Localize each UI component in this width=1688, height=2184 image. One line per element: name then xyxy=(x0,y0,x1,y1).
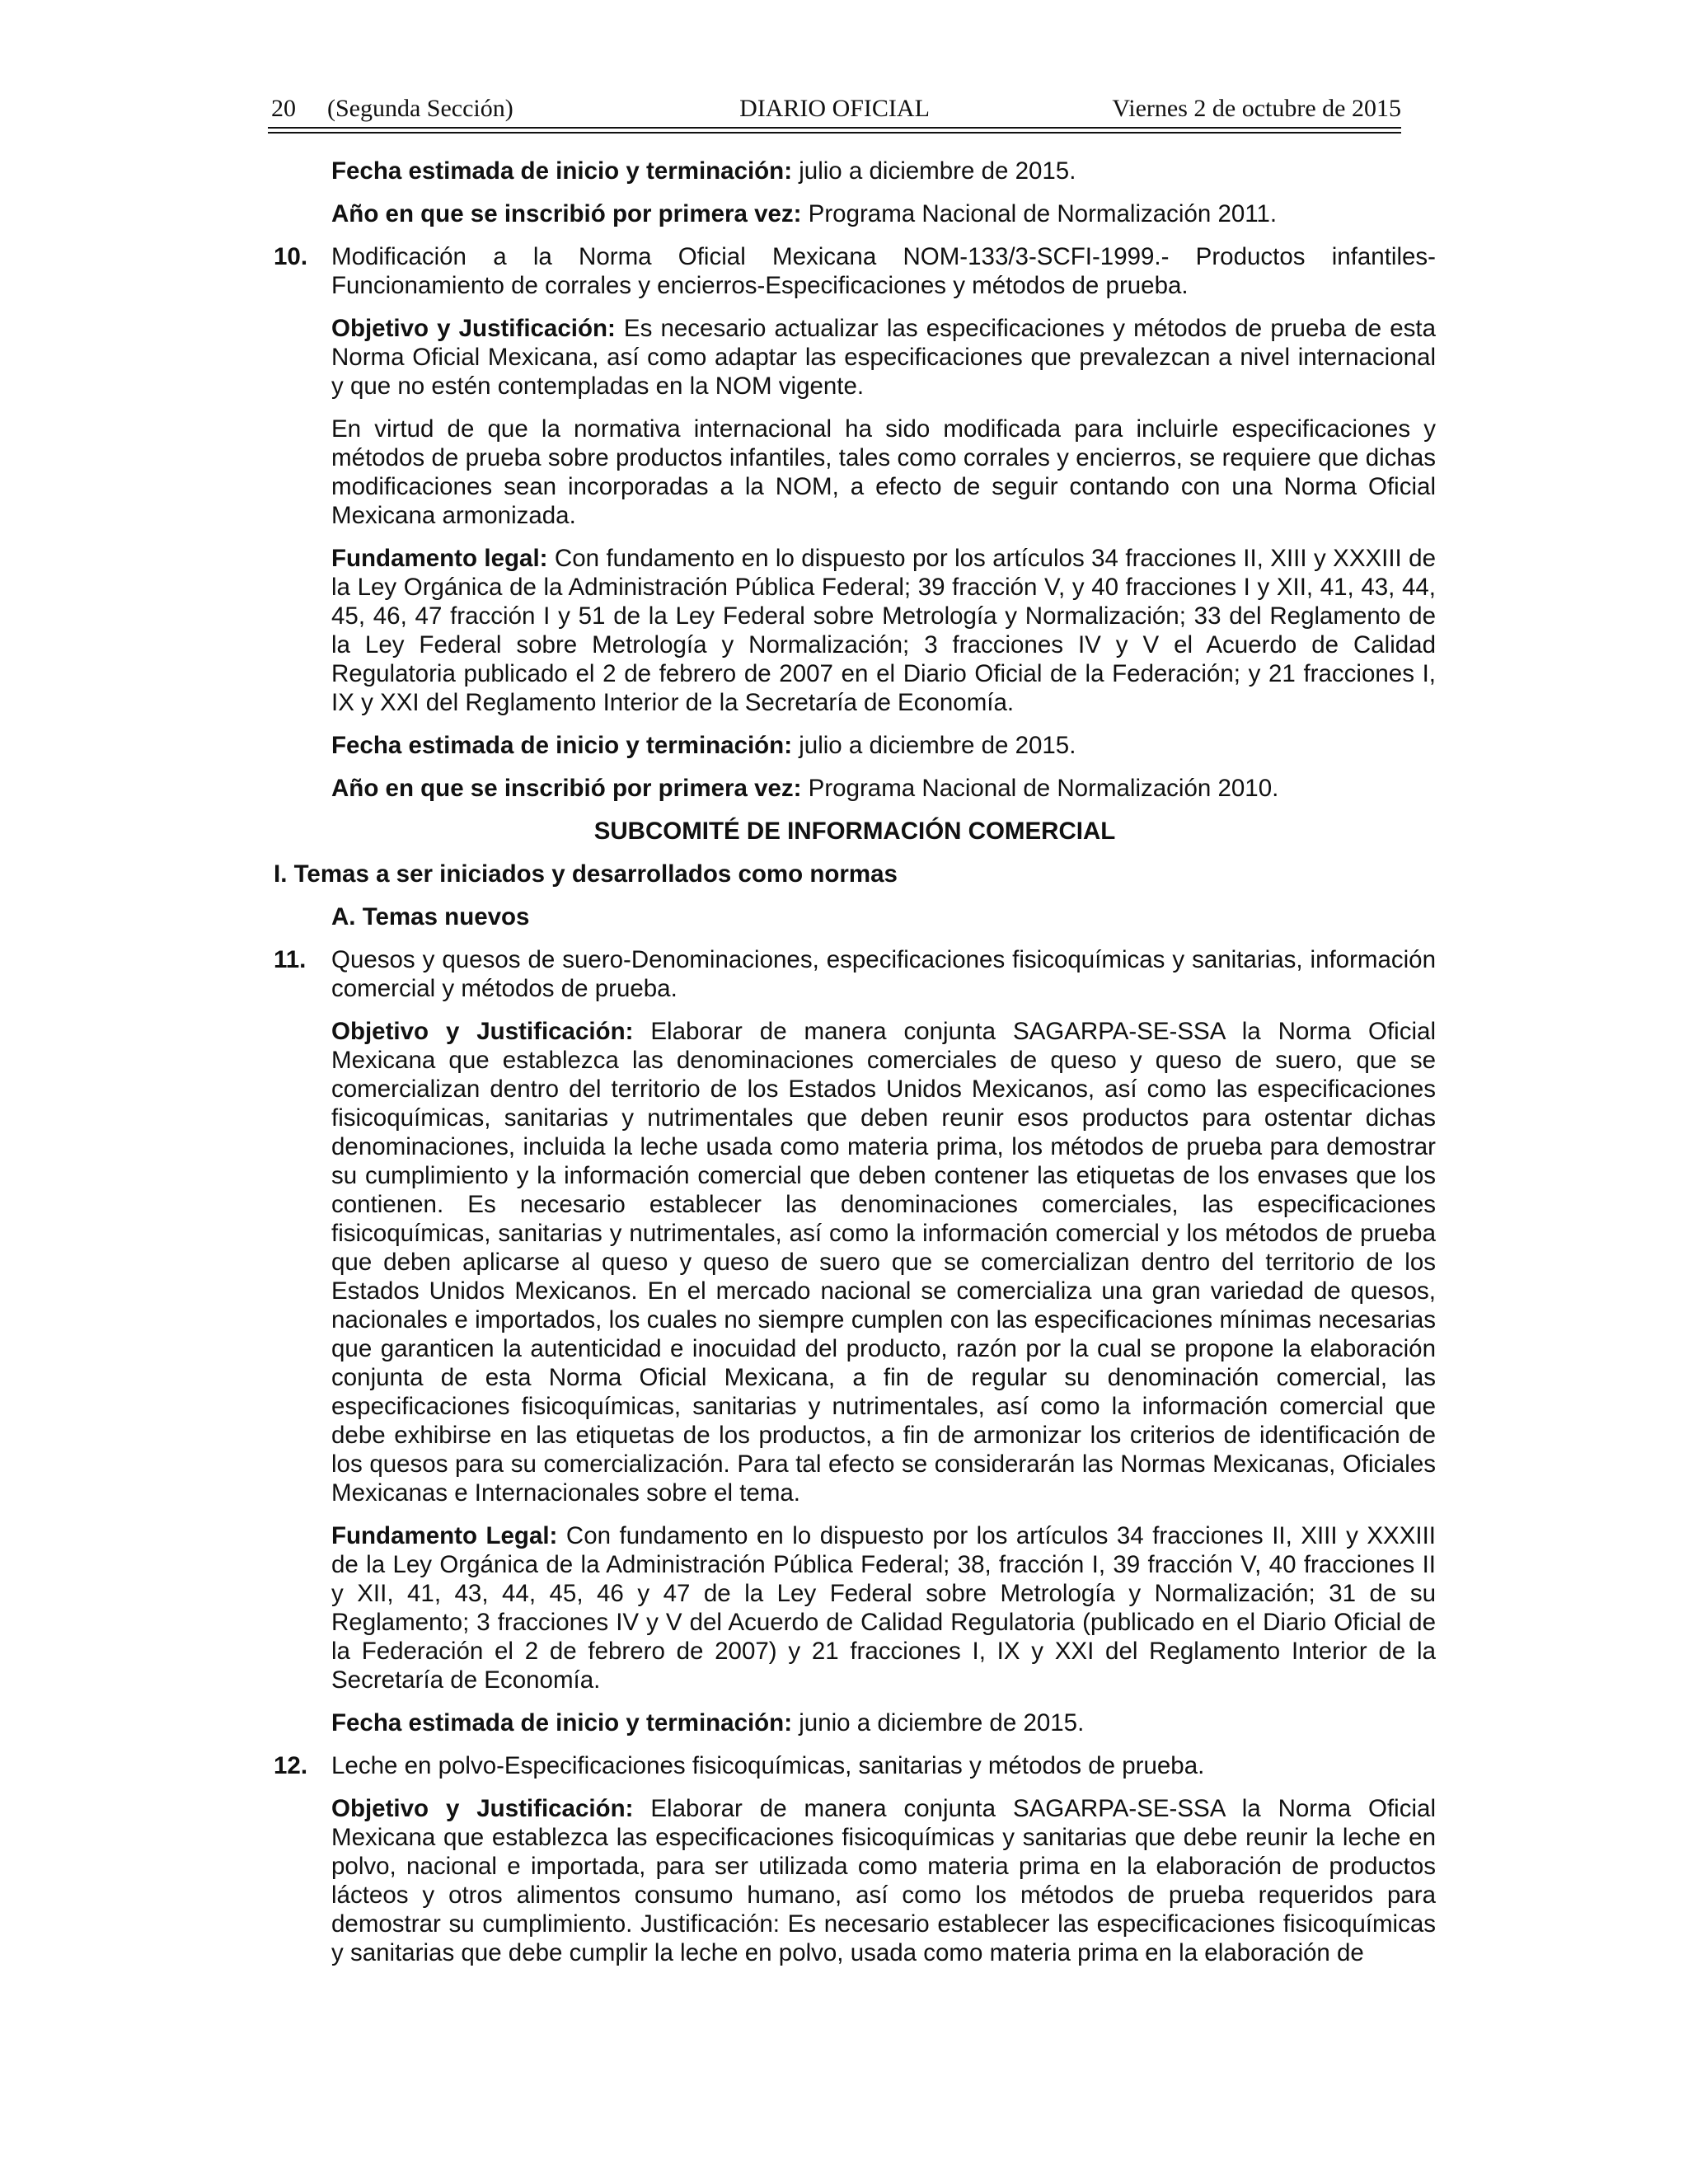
list-item xyxy=(274,1751,1436,1780)
objetivo-text: Elaborar de manera conjunta SAGARPA-SE-SSA la Norma Oficial Mexicana que establezca las especificaciones fisicoquímicas y sanitarias que debe reunir la leche en polvo, nacional e importada, para ser utilizada como materia prima en la elaboración de productos lácteos y otros alimentos consumo humano, así como los métodos de prueba requeridos para demostrar su cumplimiento. Justificación: Es necesario establecer las especificaciones fisicoquímicas y sanitarias que debe cumplir la leche en polvo, usada como materia prima en la elaboración de xyxy=(331,1795,1436,1966)
fecha-line xyxy=(274,731,1436,760)
item-number: 10. xyxy=(274,243,308,270)
item-title: Modificación a la Norma Oficial Mexicana NOM-133/3-SCFI-1999.- Productos infantiles-Funcionamiento de corrales y encierros-Especificaciones y métodos de prueba. xyxy=(331,243,1436,299)
fecha-label: Fecha estimada de inicio y terminación: xyxy=(331,157,793,185)
fecha-label: Fecha estimada de inicio y terminación: xyxy=(331,1709,793,1736)
anio-value: Programa Nacional de Normalización 2010. xyxy=(801,775,1279,802)
publication-title: DIARIO OFICIAL xyxy=(739,95,930,122)
section-label: (Segunda Sección) xyxy=(327,95,513,122)
section-heading: I. Temas a ser iniciados y desarrollados como normas xyxy=(274,860,898,888)
document-body xyxy=(274,157,1436,1981)
objetivo-paragraph xyxy=(274,1794,1436,1967)
objetivo-text: Es necesario actualizar las especificaciones y métodos de prueba de esta Norma Oficial Mexicana, así como adaptar las especificaciones que prevalezcan a nivel internacional y que no estén contempladas en la NOM vigente. xyxy=(331,315,1436,400)
fecha-value: junio a diciembre de 2015. xyxy=(792,1709,1085,1736)
objetivo-paragraph xyxy=(274,314,1436,401)
page-header xyxy=(268,92,1401,125)
objetivo-text: Elaborar de manera conjunta SAGARPA-SE-SSA la Norma Oficial Mexicana que establezca las denominaciones comerciales de queso y queso de suero, que se comercializan dentro del territorio de los Estados Unidos Mexicanos, así como las especificaciones fisicoquímicas, sanitarias y nutrimentales que deben reunir esos productos para ostentar dichas denominaciones, incluida la leche usada como materia prima, los métodos de prueba para demostrar su cumplimiento y la información comercial que deben contener las etiquetas de los envases que los contienen. Es necesario establecer las denominaciones comerciales, las especificaciones fisicoquímicas, sanitarias y nutrimentales, así como la información comercial y los métodos de prueba que deben aplicarse al queso y queso de suero que se comercializan dentro del territorio de los Estados Unidos Mexicanos. En el mercado nacional se comercializa una gran variedad de quesos, nacionales e importados, los cuales no siempre cumplen con las especificaciones mínimas necesarias que garanticen la autenticidad e inocuidad del producto, razón por la cual se propone la elaboración conjunta de esta Norma Oficial Mexicana, a fin de regular su denominación comercial, las especificaciones fisicoquímicas, sanitarias y nutrimentales, así como la información comercial que debe exhibirse en las etiquetas de los productos, a fin de armonizar los criterios de identificación de los quesos para su comercialización. Para tal efecto se considerarán las Normas Mexicanas, Oficiales Mexicanas e Internacionales sobre el tema. xyxy=(331,1018,1436,1507)
anio-label: Año en que se inscribió por primera vez: xyxy=(331,200,802,227)
fundamento-text: Con fundamento en lo dispuesto por los artículos 34 fracciones II, XIII y XXXIII de la Ley Orgánica de la Administración Pública Federal; 39 fracción V, y 40 fracciones I y XII, 41, 43, 44, 45, 46, 47 fracción I y 51 de la Ley Federal sobre Metrología y Normalización; 33 del Reglamento de la Ley Federal sobre Metrología y Normalización; 3 fracciones IV y V el Acuerdo de Calidad Regulatoria publicado el 2 de febrero de 2007 en el Diario Oficial de la Federación; y 21 fracciones I, IX y XXI del Reglamento Interior de la Secretaría de Economía. xyxy=(331,545,1436,716)
fundamento-paragraph xyxy=(274,544,1436,717)
fecha-line xyxy=(274,157,1436,185)
fecha-line xyxy=(274,1708,1436,1737)
anio-label: Año en que se inscribió por primera vez: xyxy=(331,775,802,802)
objetivo-paragraph xyxy=(274,1017,1436,1507)
fundamento-label: Fundamento Legal: xyxy=(331,1522,558,1549)
header-rule-top xyxy=(268,127,1401,129)
anio-line xyxy=(274,199,1436,228)
objetivo-label: Objetivo y Justificación: xyxy=(331,1795,634,1822)
objetivo-label: Objetivo y Justificación: xyxy=(331,315,616,342)
fecha-value: julio a diciembre de 2015. xyxy=(792,732,1076,759)
fundamento-paragraph xyxy=(274,1521,1436,1694)
fundamento-text: Con fundamento en lo dispuesto por los artículos 34 fracciones II, XIII y XXXIII de la Ley Orgánica de la Administración Pública Federal; 38, fracción I, 39 fracción V, 40 fracciones II y XII, 41, 43, 44, 45, 46 y 47 de la Ley Federal sobre Metrología y Normalización; 31 de su Reglamento; 3 fracciones IV y V del Acuerdo de Calidad Regulatoria (publicado en el Diario Oficial de la Federación el 2 de febrero de 2007) y 21 fracciones I, IX y XXI del Reglamento Interior de la Secretaría de Economía. xyxy=(331,1522,1436,1694)
anio-value: Programa Nacional de Normalización 2011. xyxy=(801,200,1278,227)
fundamento-label: Fundamento legal: xyxy=(331,545,548,572)
item-title: Quesos y quesos de suero-Denominaciones, especificaciones fisicoquímicas y sanitarias, información comercial y métodos de prueba. xyxy=(331,946,1436,1002)
page-number: 20 xyxy=(271,95,296,122)
item-number: 11. xyxy=(274,946,307,973)
objetivo-label: Objetivo y Justificación: xyxy=(331,1018,634,1045)
publication-date: Viernes 2 de octubre de 2015 xyxy=(1112,95,1401,122)
header-rule-bottom xyxy=(268,132,1401,134)
item-title: Leche en polvo-Especificaciones fisicoquímicas, sanitarias y métodos de prueba. xyxy=(331,1752,1205,1779)
item-number: 12. xyxy=(274,1752,308,1779)
body-paragraph: En virtud de que la normativa internacional ha sido modificada para incluirle especificaciones y métodos de prueba sobre productos infantiles, tales como corrales y encierros, se requiere que dichas modificaciones sean incorporadas a la NOM, a efecto de seguir contando con una Norma Oficial Mexicana armonizada. xyxy=(331,415,1436,529)
anio-line xyxy=(274,774,1436,803)
subcommittee-heading: SUBCOMITÉ DE INFORMACIÓN COMERCIAL xyxy=(593,818,1116,845)
fecha-label: Fecha estimada de inicio y terminación: xyxy=(331,732,793,759)
list-item xyxy=(274,945,1436,1003)
list-item xyxy=(274,242,1436,300)
subsection-heading: A. Temas nuevos xyxy=(331,903,530,930)
fecha-value: julio a diciembre de 2015. xyxy=(792,157,1076,185)
